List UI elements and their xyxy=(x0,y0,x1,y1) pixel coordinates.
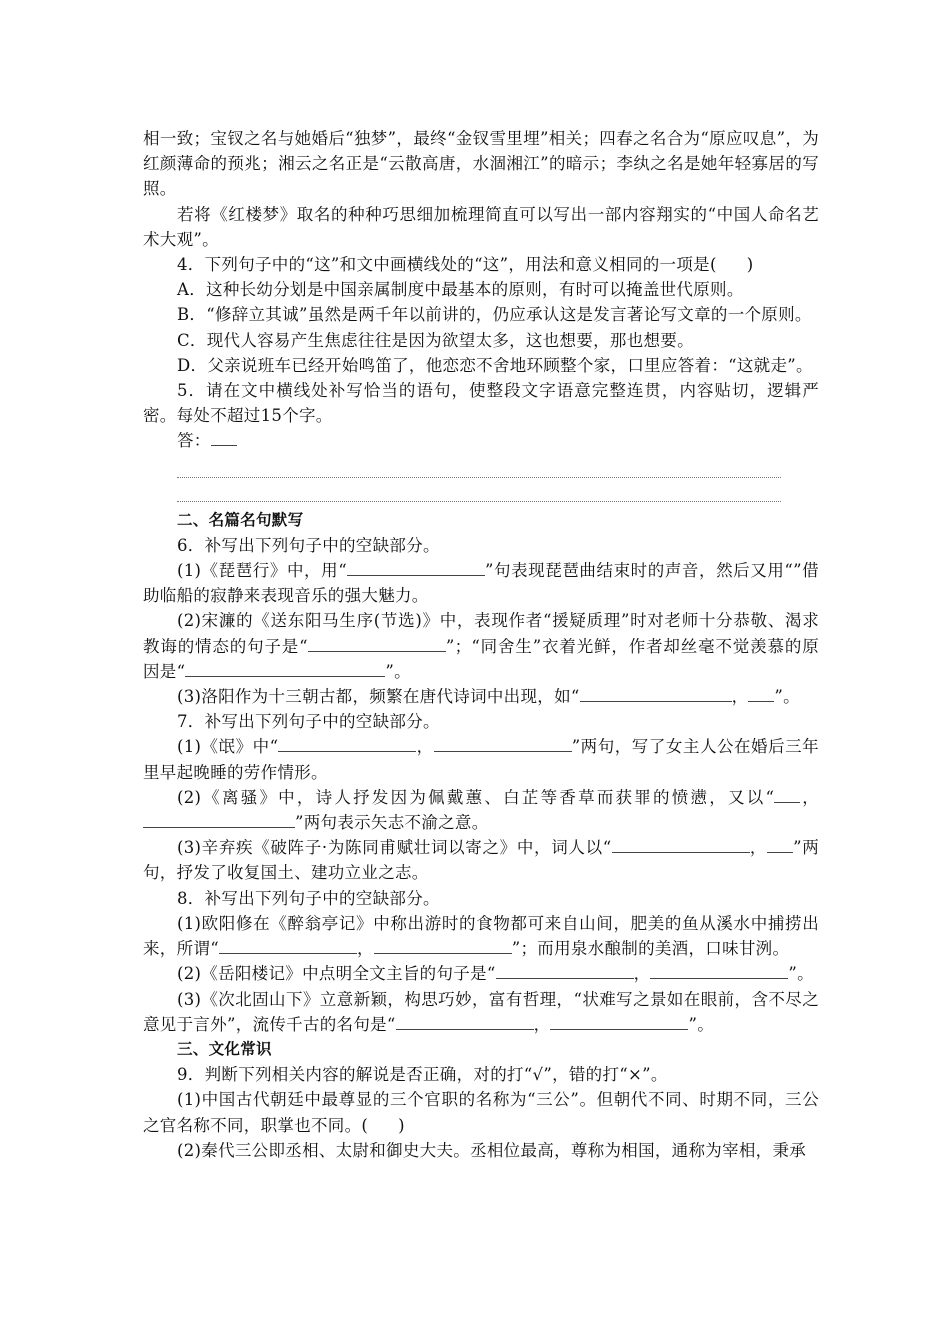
q7-3-text-b: ， xyxy=(749,838,768,858)
question-7-stem: 7．补写出下列句子中的空缺部分。 xyxy=(177,712,440,732)
q7-2-text-c: ”两句表示矢志不渝之意。 xyxy=(295,813,489,833)
question-4-option-c: C．现代人容易产生焦虑往往是因为欲望太多，这也想要，那也想要。 xyxy=(177,330,694,350)
q7-3-text-c: ”两句，抒发了收复国土、建功立业之志。 xyxy=(143,838,819,883)
q8-1-text-c: ”；而用泉水酿制的美酒，口味甘洌。 xyxy=(511,939,790,959)
answer-blank[interactable] xyxy=(211,431,237,446)
q8-2-text-a: (2)《岳阳楼记》中点明全文主旨的句子是“ xyxy=(177,964,496,984)
q8-2-text-c: ”。 xyxy=(788,964,814,984)
question-5-answer xyxy=(143,428,819,453)
q7-3-text-a: (3)辛弃疾《破阵子·为陈同甫赋壮词以寄之》中，词人以“ xyxy=(177,838,612,858)
document-content xyxy=(143,126,819,1163)
fill-blank[interactable] xyxy=(434,737,572,752)
q8-1-text-a: (1)欧阳修在《醉翁亭记》中称出游时的食物都可来自山间，肥美的鱼从溪水中捕捞出来，所谓“ xyxy=(143,913,819,959)
fill-blank[interactable] xyxy=(278,737,416,752)
question-8-stem: 8．补写出下列句子中的空缺部分。 xyxy=(177,888,440,908)
q6-2-text-b: ”；“同舍生”衣着光鲜，作者却丝毫不觉羡慕的原因是“ xyxy=(143,636,819,681)
fill-blank[interactable] xyxy=(496,964,634,979)
section-2-title: 二、名篇名句默写 xyxy=(177,510,304,529)
q7-1-text-b: ， xyxy=(416,737,434,757)
question-6-item-1 xyxy=(143,558,819,608)
q9-1-text: (1)中国古代朝廷中最尊显的三个官职的名称为“三公”。但朝代不同、时期不同，三公之官名称不同，职掌也不同。( xyxy=(143,1090,819,1135)
question-9-item-1 xyxy=(143,1087,819,1137)
q7-1-text-a: (1)《氓》中“ xyxy=(177,737,279,757)
fill-blank[interactable] xyxy=(308,637,446,652)
q6-3-text-c: ”。 xyxy=(774,687,800,707)
q6-3-text-b: ， xyxy=(731,687,749,707)
fill-blank[interactable] xyxy=(767,838,793,853)
intro-paragraph-2: 若将《红楼梦》取名的种种巧思细加梳理简直可以写出一部内容翔实的“中国人命名艺术大观”。 xyxy=(143,204,819,249)
q9-1-text-end: ) xyxy=(398,1115,405,1135)
fill-blank[interactable] xyxy=(143,813,295,828)
question-4-option-b: B．“修辞立其诚”虽然是两千年以前讲的，仍应承认这是发言著论写文章的一个原则。 xyxy=(177,305,812,325)
q6-3-text-a: (3)洛阳作为十三朝古都，频繁在唐代诗词中出现，如“ xyxy=(177,687,580,707)
question-6-item-3 xyxy=(143,684,819,709)
fill-blank[interactable] xyxy=(185,662,385,677)
answer-label: 答： xyxy=(177,431,211,451)
question-7-item-2 xyxy=(143,785,819,835)
fill-blank[interactable] xyxy=(580,687,732,702)
q8-3-text-c: ”。 xyxy=(688,1014,715,1034)
fill-blank[interactable] xyxy=(650,964,788,979)
question-6-stem: 6．补写出下列句子中的空缺部分。 xyxy=(177,535,440,555)
q6-2-text-c: ”。 xyxy=(385,661,411,681)
q7-1-text-c: ”两句，写了女主人公在婚后三年里早起晚睡的劳作情形。 xyxy=(143,737,819,782)
q7-2-text-b: ， xyxy=(800,787,819,807)
q6-1-text-c: ”借助临船的寂静来表现音乐的强大魅力。 xyxy=(143,561,819,606)
question-4-option-a: A．这种长幼分划是中国亲属制度中最基本的原则，有时可以掩盖世代原则。 xyxy=(177,280,744,300)
fill-blank[interactable] xyxy=(374,939,512,954)
section-3-title: 三、文化常识 xyxy=(177,1039,272,1058)
question-6-item-2 xyxy=(143,608,819,684)
intro-paragraph-1: 相一致；宝钗之名与她婚后“独梦”，最终“金钗雪里埋”相关；四春之名合为“原应叹息”，为红颜薄命的预兆；湘云之名正是“云散高唐，水涸湘江”的暗示；李纨之名是她年轻寡居的写照。 xyxy=(143,129,819,199)
question-4-option-d: D．父亲说班车已经开始鸣笛了，他恋恋不舍地环顾整个家，口里应答着：“这就走”。 xyxy=(177,355,813,375)
question-4-stem xyxy=(143,252,819,277)
question-4-stem-text: 4．下列句子中的“这”和文中画横线处的“这”，用法和意义相同的一项是( xyxy=(177,255,717,275)
q7-2-text-a: (2)《离骚》中，诗人抒发因为佩戴蕙、白芷等香草而获罪的愤懑，又以“ xyxy=(177,787,775,807)
question-7-item-1 xyxy=(143,734,819,784)
fill-blank[interactable] xyxy=(396,1015,534,1030)
fill-blank[interactable] xyxy=(219,939,357,954)
fill-blank[interactable] xyxy=(748,687,774,702)
fill-blank[interactable] xyxy=(550,1015,688,1030)
fill-blank[interactable] xyxy=(347,561,485,576)
question-7-item-3 xyxy=(143,835,819,885)
q6-1-text-a: (1)《琵琶行》中，用“ xyxy=(177,561,347,581)
q8-2-text-b: ， xyxy=(633,964,651,984)
q8-3-text-b: ， xyxy=(533,1014,551,1034)
question-5-stem: 5．请在文中横线处补写恰当的语句，使整段文字语意完整连贯，内容贴切，逻辑严密。每处不超过15个字。 xyxy=(143,381,819,426)
fill-blank[interactable] xyxy=(774,788,800,803)
question-4-stem-end: ) xyxy=(746,255,754,275)
question-8-item-1 xyxy=(143,911,819,961)
q6-2-text-a: (2)宋濂的《送东阳马生序(节选)》中，表现作者“援疑质理”时对老师十分恭敬、渴求教诲的情态的句子是“ xyxy=(143,611,819,656)
question-9-stem: 9．判断下列相关内容的解说是否正确，对的打“√”，错的打“×”。 xyxy=(177,1065,668,1085)
q8-3-text-a: (3)《次北固山下》立意新颖，构思巧妙，富有哲理，“状难写之景如在眼前，含不尽之意见于言外”，流传千古的名句是“ xyxy=(143,989,819,1034)
fill-blank[interactable] xyxy=(612,838,750,853)
q6-1-text-b: ”句表现琵琶曲结束时的声音，然后又用“ xyxy=(484,561,794,581)
question-9-item-2: (2)秦代三公即丞相、太尉和御史大夫。丞相位最高，尊称为相国，通称为宰相，秉承 xyxy=(177,1140,807,1160)
question-8-item-2 xyxy=(143,961,819,986)
q8-1-text-b: ， xyxy=(356,939,374,959)
question-8-item-3 xyxy=(143,987,819,1037)
